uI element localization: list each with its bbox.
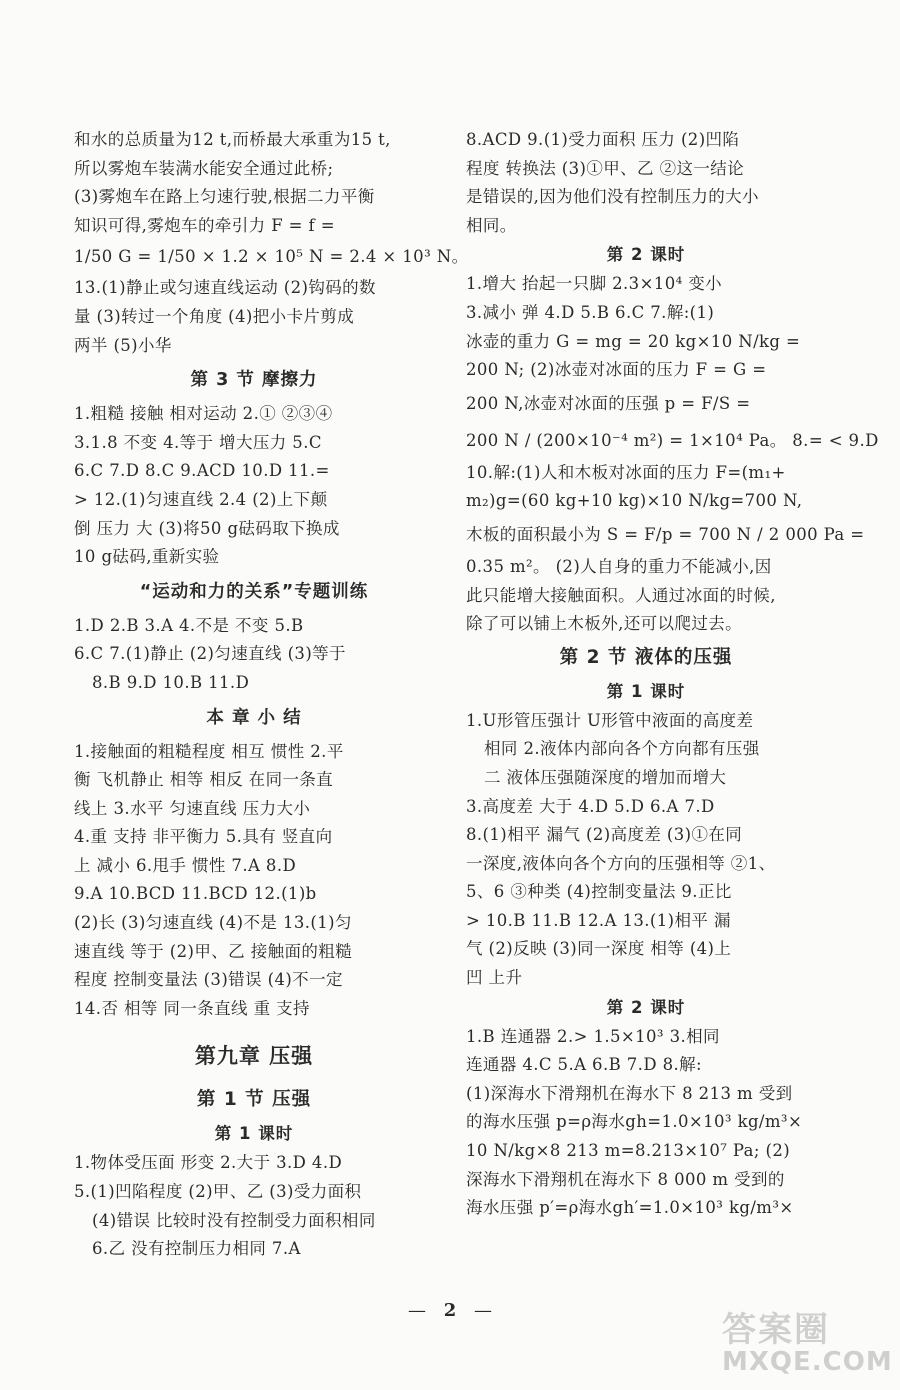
watermark-logo bbox=[722, 1302, 892, 1382]
text-line: (2)长 (3)匀速直线 (4)不是 13.(1)匀 bbox=[74, 913, 352, 933]
text-line: (3)雾炮车在路上匀速行驶,根据二力平衡 bbox=[74, 187, 375, 207]
text-line: 0.35 m²。 (2)人自身的重力不能减小,因 bbox=[466, 556, 772, 576]
text-line: 相同。 bbox=[466, 215, 517, 235]
text-line: 200 N; (2)冰壶对冰面的压力 F = G = bbox=[466, 360, 767, 380]
text-line: 连通器 4.C 5.A 6.B 7.D 8.解: bbox=[466, 1055, 702, 1075]
text-line: 此只能增大接触面积。人通过冰面的时候, bbox=[466, 585, 776, 605]
section-heading: 第 1 节 压强 bbox=[196, 1089, 312, 1111]
text-line: 线上 3.水平 匀速直线 压力大小 bbox=[74, 798, 311, 818]
text-line: 1.物体受压面 形变 2.大于 3.D 4.D bbox=[74, 1153, 343, 1173]
text-line: 5.(1)凹陷程度 (2)甲、乙 (3)受力面积 bbox=[74, 1182, 362, 1202]
text-line: 和水的总质量为12 t,而桥最大承重为15 t, bbox=[74, 130, 391, 149]
text-line: 一深度,液体向各个方向的压强相等 ②1、 bbox=[466, 853, 776, 873]
text-line: 8.B 9.D 10.B 11.D bbox=[92, 672, 250, 692]
text-line: 4.重 支持 非平衡力 5.具有 竖直向 bbox=[74, 827, 333, 847]
text-line: 14.否 相等 同一条直线 重 支持 bbox=[74, 998, 310, 1018]
text-line: m₂)g=(60 kg+10 kg)×10 N/kg=700 N, bbox=[466, 491, 803, 511]
text-line: 3.高度差 大于 4.D 5.D 6.A 7.D bbox=[466, 796, 715, 816]
section-heading: 第九章 压强 bbox=[194, 1044, 314, 1069]
watermark-en: MXQE.COM bbox=[722, 1347, 893, 1377]
text-line: 所以雾炮车装满水能安全通过此桥; bbox=[74, 158, 334, 178]
text-line: 6.乙 没有控制压力相同 7.A bbox=[92, 1239, 301, 1259]
text-line: 气 (2)反映 (3)同一深度 相等 (4)上 bbox=[466, 939, 732, 959]
text-line: 10 g砝码,重新实验 bbox=[74, 547, 220, 567]
text-line: 深海水下滑翔机在海水下 8 000 m 受到的 bbox=[466, 1169, 785, 1189]
text-line: 冰壶的重力 G = mg = 20 kg×10 N/kg = bbox=[466, 331, 801, 351]
text-line: 13.(1)静止或匀速直线运动 (2)钩码的数 bbox=[74, 278, 376, 298]
text-line: 的海水压强 p=ρ海水gh=1.0×10³ kg/m³× bbox=[466, 1112, 803, 1132]
right-column bbox=[466, 126, 879, 1223]
text-line: 200 N,冰壶对冰面的压强 p = F/S = bbox=[466, 393, 751, 413]
text-line: 衡 飞机静止 相等 相反 在同一条直 bbox=[74, 770, 334, 790]
footer-dash-right: — bbox=[474, 1300, 492, 1321]
text-line: 1.粗糙 接触 相对运动 2.① ②③④ bbox=[74, 404, 333, 424]
text-line: 量 (3)转过一个角度 (4)把小卡片剪成 bbox=[74, 306, 355, 326]
text-line: 1.接触面的粗糙程度 相互 惯性 2.平 bbox=[74, 741, 344, 761]
text-line: 3.减小 弹 4.D 5.B 6.C 7.解:(1) bbox=[466, 302, 715, 322]
text-line: 8.ACD 9.(1)受力面积 压力 (2)凹陷 bbox=[466, 130, 740, 149]
section-heading: 第 1 课时 bbox=[606, 681, 686, 701]
text-line: 海水压强 p′=ρ海水gh′=1.0×10³ kg/m³× bbox=[466, 1198, 794, 1218]
text-line: 6.C 7.D 8.C 9.ACD 10.D 11.= bbox=[74, 461, 330, 481]
text-line: 1/50 G = 1/50 × 1.2 × 10⁵ N = 2.4 × 10³ N。 bbox=[74, 247, 469, 267]
text-line: 8.(1)相平 漏气 (2)高度差 (3)①在同 bbox=[466, 825, 743, 845]
page-number: 2 bbox=[443, 1300, 457, 1321]
text-line: 1.D 2.B 3.A 4.不是 不变 5.B bbox=[74, 615, 304, 635]
text-line: 1.B 连通器 2.> 1.5×10³ 3.相同 bbox=[466, 1026, 720, 1046]
section-heading: 本 章 小 结 bbox=[206, 707, 302, 728]
text-line: > 10.B 11.B 12.A 13.(1)相平 漏 bbox=[466, 910, 731, 930]
section-heading: 第 3 节 摩擦力 bbox=[190, 370, 318, 391]
left-column bbox=[74, 126, 469, 1264]
text-line: 二 液体压强随深度的增加而增大 bbox=[484, 767, 727, 787]
text-line: 5、6 ③种类 (4)控制变量法 9.正比 bbox=[466, 882, 732, 902]
section-heading: 第 2 课时 bbox=[606, 997, 686, 1017]
text-line: (1)深海水下滑翔机在海水下 8 213 m 受到 bbox=[466, 1083, 793, 1103]
text-line: 200 N / (200×10⁻⁴ m²) = 1×10⁴ Pa。 8.= < 9.D bbox=[466, 430, 879, 450]
text-line: 程度 转换法 (3)①甲、乙 ②这一结论 bbox=[466, 158, 745, 178]
text-line: 10.解:(1)人和木板对冰面的压力 F=(m₁+ bbox=[466, 462, 786, 482]
text-line: (4)错误 比较时没有控制受力面积相同 bbox=[92, 1210, 376, 1230]
section-heading: 第 1 课时 bbox=[214, 1124, 294, 1144]
text-line: 程度 控制变量法 (3)错误 (4)不一定 bbox=[74, 970, 343, 990]
text-line: 除了可以铺上木板外,还可以爬过去。 bbox=[466, 614, 743, 634]
text-line: 木板的面积最小为 S = F/p = 700 N / 2 000 Pa = bbox=[466, 524, 865, 544]
text-line: 凹 上升 bbox=[466, 968, 523, 988]
text-line: 倒 压力 大 (3)将50 g砝码取下换成 bbox=[74, 518, 340, 538]
watermark-cn: 答案圈 bbox=[722, 1310, 830, 1350]
text-line: 1.U形管压强计 U形管中液面的高度差 bbox=[466, 710, 754, 730]
footer-dash-left: — bbox=[408, 1300, 426, 1321]
text-line: 两半 (5)小华 bbox=[74, 335, 172, 355]
text-line: 3.1.8 不变 4.等于 增大压力 5.C bbox=[74, 432, 322, 452]
text-line: 相同 2.液体内部向各个方向都有压强 bbox=[484, 739, 760, 759]
text-line: 是错误的,因为他们没有控制压力的大小 bbox=[466, 187, 759, 207]
section-heading: 第 2 课时 bbox=[606, 245, 686, 265]
text-line: 10 N/kg×8 213 m=8.213×10⁷ Pa; (2) bbox=[466, 1141, 791, 1161]
text-line: 速直线 等于 (2)甲、乙 接触面的粗糙 bbox=[74, 941, 353, 961]
section-heading: 第 2 节 液体的压强 bbox=[559, 646, 733, 668]
text-line: 9.A 10.BCD 11.BCD 12.(1)b bbox=[74, 884, 317, 904]
text-line: > 12.(1)匀速直线 2.4 (2)上下颠 bbox=[74, 489, 328, 509]
text-line: 知识可得,雾炮车的牵引力 F = f = bbox=[74, 215, 335, 235]
text-line: 1.增大 抬起一只脚 2.3×10⁴ 变小 bbox=[466, 274, 723, 294]
section-heading: “运动和力的关系”专题训练 bbox=[139, 581, 369, 602]
text-line: 上 减小 6.甩手 惯性 7.A 8.D bbox=[74, 855, 297, 875]
text-line: 6.C 7.(1)静止 (2)匀速直线 (3)等于 bbox=[74, 644, 346, 664]
